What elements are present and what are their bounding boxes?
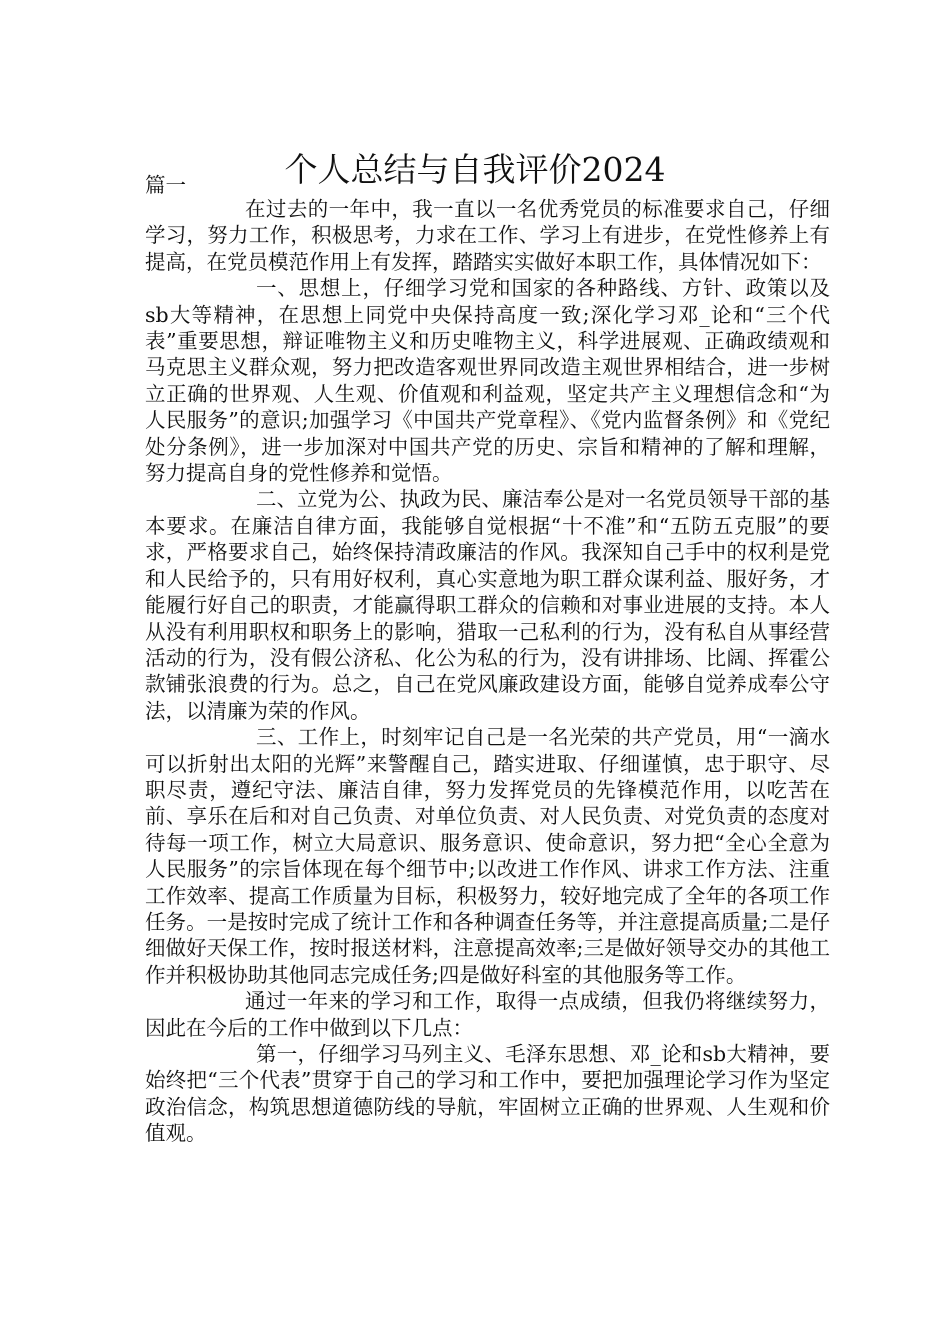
paragraph-first-point: 第一，仔细学习马列主义、毛泽东思想、邓_论和sb大精神，要始终把“三个代表”贯穿于自己的学习和工作中，要把加强理论学习作为坚定政治信念，构筑思想道德防线的导航，牢固树立正确的世界观、人生观和价值观。 — [145, 1042, 830, 1146]
paragraph-transition: 通过一年来的学习和工作，取得一点成绩，但我仍将继续努力，因此在今后的工作中做到以下几点： — [145, 989, 830, 1040]
paragraph-ideology: 一、思想上，仔细学习党和国家的各种路线、方针、政策以及sb大等精神，在思想上同党中央保持高度一致;深化学习邓_论和“三个代表”重要思想，辩证唯物主义和历史唯物主义，科学进展观、正确政绩观和马克思主义群众观，努力把改造客观世界同改造主观世界相结合，进一步树立正确的世界观、人生观、价值观和利益观，坚定共产主义理想信念和“为人民服务”的意识;加强学习《中国共产党章程》、《党内监督条例》和《党纪处分条例》，进一步加深对中国共产党的历史、宗旨和精神的了解和理解，努力提高自身的党性修养和觉悟。 — [145, 276, 830, 486]
page-title: 个人总结与自我评价2024 — [284, 150, 666, 190]
paragraph-work: 三、工作上，时刻牢记自己是一名光荣的共产党员，用“一滴水可以折射出太阳的光辉”来警醒自己，踏实进取、仔细谨慎，忠于职守、尽职尽责，遵纪守法、廉洁自律，努力发挥党员的先锋模范作用，以吃苦在前、享乐在后和对自己负责、对单位负责、对人民负责、对党负责的态度对待每一项工作，树立大局意识、服务意识、使命意识，努力把“全心全意为人民服务”的宗旨体现在每个细节中;以改进工作作风、讲求工作方法、注重工作效率、提高工作质量为目标，积极努力，较好地完成了全年的各项工作任务。一是按时完成了统计工作和各种调查任务等，并注意提高质量;二是仔细做好天保工作，按时报送材料，注意提高效率;三是做好领导交办的其他工作并积极协助其他同志完成任务;四是做好科室的其他服务等工作。 — [145, 725, 830, 987]
document-body — [145, 196, 830, 1147]
section-label: 篇一 — [145, 173, 186, 197]
paragraph-integrity: 二、立党为公、执政为民、廉洁奉公是对一名党员领导干部的基本要求。在廉洁自律方面，我能够自觉根据“十不准”和“五防五克服”的要求，严格要求自己，始终保持清政廉洁的作风。我深知自己手中的权利是党和人民给予的，只有用好权利，真心实意地为职工群众谋利益、服好务，才能履行好自己的职责，才能赢得职工群众的信赖和对事业进展的支持。本人从没有利用职权和职务上的影响，猎取一己私利的行为，没有私自从事经营活动的行为，没有假公济私、化公为私的行为，没有讲排场、比阔、挥霍公款铺张浪费的行为。总之，自己在党风廉政建设方面，能够自觉养成奉公守法，以清廉为荣的作风。 — [145, 487, 830, 723]
paragraph-intro: 在过去的一年中，我一直以一名优秀党员的标准要求自己，仔细学习，努力工作，积极思考，力求在工作、学习上有进步，在党性修养上有提高，在党员模范作用上有发挥，踏踏实实做好本职工作，具体情况如下： — [145, 197, 830, 274]
